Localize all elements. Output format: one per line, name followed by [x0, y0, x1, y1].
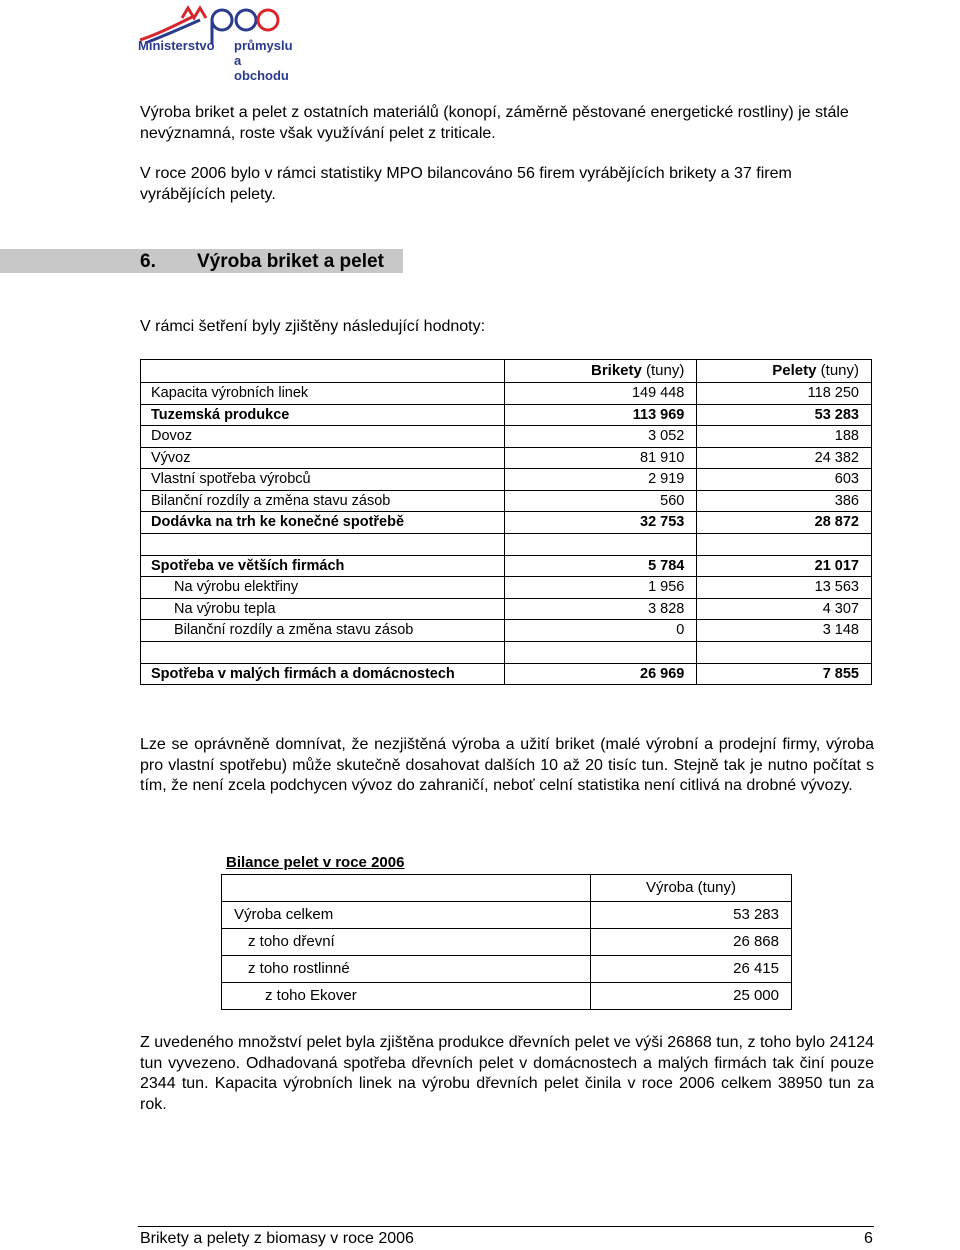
- row-pelety: 603: [697, 469, 872, 491]
- row-pelety: 386: [697, 490, 872, 512]
- header-pelety-unit: (tuny): [816, 362, 859, 379]
- table-row: [141, 383, 872, 405]
- section-title: Výroba briket a pelet: [197, 251, 384, 272]
- row-label: Spotřeba v malých firmách a domácnostech: [141, 663, 505, 685]
- row-pelety: 4 307: [697, 598, 872, 620]
- table-row: [141, 469, 872, 491]
- table-row: [141, 512, 872, 534]
- table-header-row: [141, 360, 872, 383]
- paragraph-1: Výroba briket a pelet z ostatních materiálů (konopí, záměrně pěstované energetické rostliny) je stále nevýznamná, roste však využívání pelet z triticale.: [140, 104, 849, 142]
- row-label: Vývoz: [141, 447, 505, 469]
- table-row: [222, 983, 792, 1010]
- table-row: [141, 404, 872, 426]
- header-cell-empty: [222, 875, 591, 902]
- paragraph-3: V rámci šetření byly zjištěny následující hodnoty:: [140, 318, 486, 335]
- spacer-cell: [697, 641, 872, 663]
- row-pelety: 3 148: [697, 620, 872, 642]
- footer-title: Brikety a pelety z biomasy v roce 2006: [140, 1230, 414, 1247]
- row-value: 25 000: [591, 983, 792, 1010]
- row-value: 53 283: [591, 902, 792, 929]
- row-brikety: 81 910: [505, 447, 697, 469]
- pelet-table-caption: Bilance pelet v roce 2006: [226, 854, 405, 871]
- page-number: 6: [864, 1230, 873, 1247]
- row-pelety: 24 382: [697, 447, 872, 469]
- header-brikety: [505, 360, 697, 383]
- row-value: 26 415: [591, 956, 792, 983]
- row-brikety: 5 784: [505, 555, 697, 577]
- row-pelety: 53 283: [697, 404, 872, 426]
- row-brikety: 3 052: [505, 426, 697, 448]
- table-row: [141, 447, 872, 469]
- header-vyroba: Výroba (tuny): [591, 875, 792, 902]
- row-label: Vlastní spotřeba výrobců: [141, 469, 505, 491]
- header-brikety-label: Brikety: [590, 362, 642, 379]
- table-header-row: [222, 875, 792, 902]
- row-brikety: 1 956: [505, 577, 697, 599]
- table-spacer-row: [141, 533, 872, 555]
- row-pelety: 188: [697, 426, 872, 448]
- spacer-cell: [697, 533, 872, 555]
- row-pelety: 21 017: [697, 555, 872, 577]
- table-row: [222, 929, 792, 956]
- logo-line-2: průmyslu: [234, 38, 293, 53]
- row-brikety: 26 969: [505, 663, 697, 685]
- spacer-cell: [505, 641, 697, 663]
- header-pelety: [697, 360, 872, 383]
- spacer-cell: [505, 533, 697, 555]
- row-label: Dovoz: [141, 426, 505, 448]
- row-label: Výroba celkem: [222, 902, 591, 929]
- header-pelety-label: Pelety: [772, 362, 817, 379]
- row-label: z toho Ekover: [222, 983, 591, 1010]
- brikety-pelety-table: [140, 359, 872, 685]
- paragraph-2: V roce 2006 bylo v rámci statistiky MPO bilancováno 56 firem vyrábějících brikety a 37 firem vyrábějících pelety.: [140, 165, 792, 203]
- row-pelety: 13 563: [697, 577, 872, 599]
- table-spacer-row: [141, 641, 872, 663]
- table-row: [141, 555, 872, 577]
- row-label: Kapacita výrobních linek: [141, 383, 505, 405]
- row-brikety: 0: [505, 620, 697, 642]
- spacer-cell: [141, 533, 505, 555]
- table-row: [141, 426, 872, 448]
- pelet-balance-table: [221, 874, 792, 1010]
- row-label: Spotřeba ve větších firmách: [141, 555, 505, 577]
- paragraph-5: Z uvedeného množství pelet byla zjištěna produkce dřevních pelet ve výši 26868 tun, z toho bylo 24124 tun vyvezeno. Odhadovaná spotřeba dřevních pelet v domácnostech a malých firmách tak činí pouze 2344 tun. Kapacita výrobních linek na výrobu dřevních pelet činila v roce 2006 celkem 38950 tun za rok.: [140, 1034, 874, 1113]
- table-row: [141, 490, 872, 512]
- row-label: Na výrobu elektřiny: [141, 577, 505, 599]
- table-row: [222, 902, 792, 929]
- section-heading: [140, 250, 384, 274]
- table-row: [141, 577, 872, 599]
- row-brikety: 113 969: [505, 404, 697, 426]
- logo-line-3: a obchodu: [234, 53, 289, 83]
- table-row: [141, 663, 872, 685]
- row-brikety: 560: [505, 490, 697, 512]
- footer-divider: [138, 1226, 874, 1227]
- paragraph-4: Lze se oprávněně domnívat, že nezjištěná výroba a užití briket (malé výrobní a prodejní firmy, výroba pro vlastní spotřebu) může skutečně dosahovat dalších 10 až 20 tisíc tun. Stejně tak je nutno počítat s tím, že není zcela podchycen vývoz do zahraničí, neboť celní statistika není citlivá na drobné vývozy.: [140, 736, 874, 794]
- row-label: Na výrobu tepla: [141, 598, 505, 620]
- table-row: [141, 598, 872, 620]
- row-value: 26 868: [591, 929, 792, 956]
- row-pelety: 28 872: [697, 512, 872, 534]
- mpo-logo: [138, 4, 298, 83]
- row-label: z toho rostlinné: [222, 956, 591, 983]
- table-row: [222, 956, 792, 983]
- row-label: Bilanční rozdíly a změna stavu zásob: [141, 620, 505, 642]
- row-brikety: 32 753: [505, 512, 697, 534]
- row-pelety: 118 250: [697, 383, 872, 405]
- row-label: Tuzemská produkce: [141, 404, 505, 426]
- header-cell-empty: [141, 360, 505, 383]
- row-label: z toho dřevní: [222, 929, 591, 956]
- spacer-cell: [141, 641, 505, 663]
- row-label: Bilanční rozdíly a změna stavu zásob: [141, 490, 505, 512]
- row-label: Dodávka na trh ke konečné spotřebě: [141, 512, 505, 534]
- logo-line-1: Ministerstvo: [138, 38, 215, 53]
- row-brikety: 149 448: [505, 383, 697, 405]
- section-number: 6.: [140, 251, 156, 272]
- row-brikety: 2 919: [505, 469, 697, 491]
- row-brikety: 3 828: [505, 598, 697, 620]
- table-row: [141, 620, 872, 642]
- row-pelety: 7 855: [697, 663, 872, 685]
- header-brikety-unit: (tuny): [641, 362, 685, 379]
